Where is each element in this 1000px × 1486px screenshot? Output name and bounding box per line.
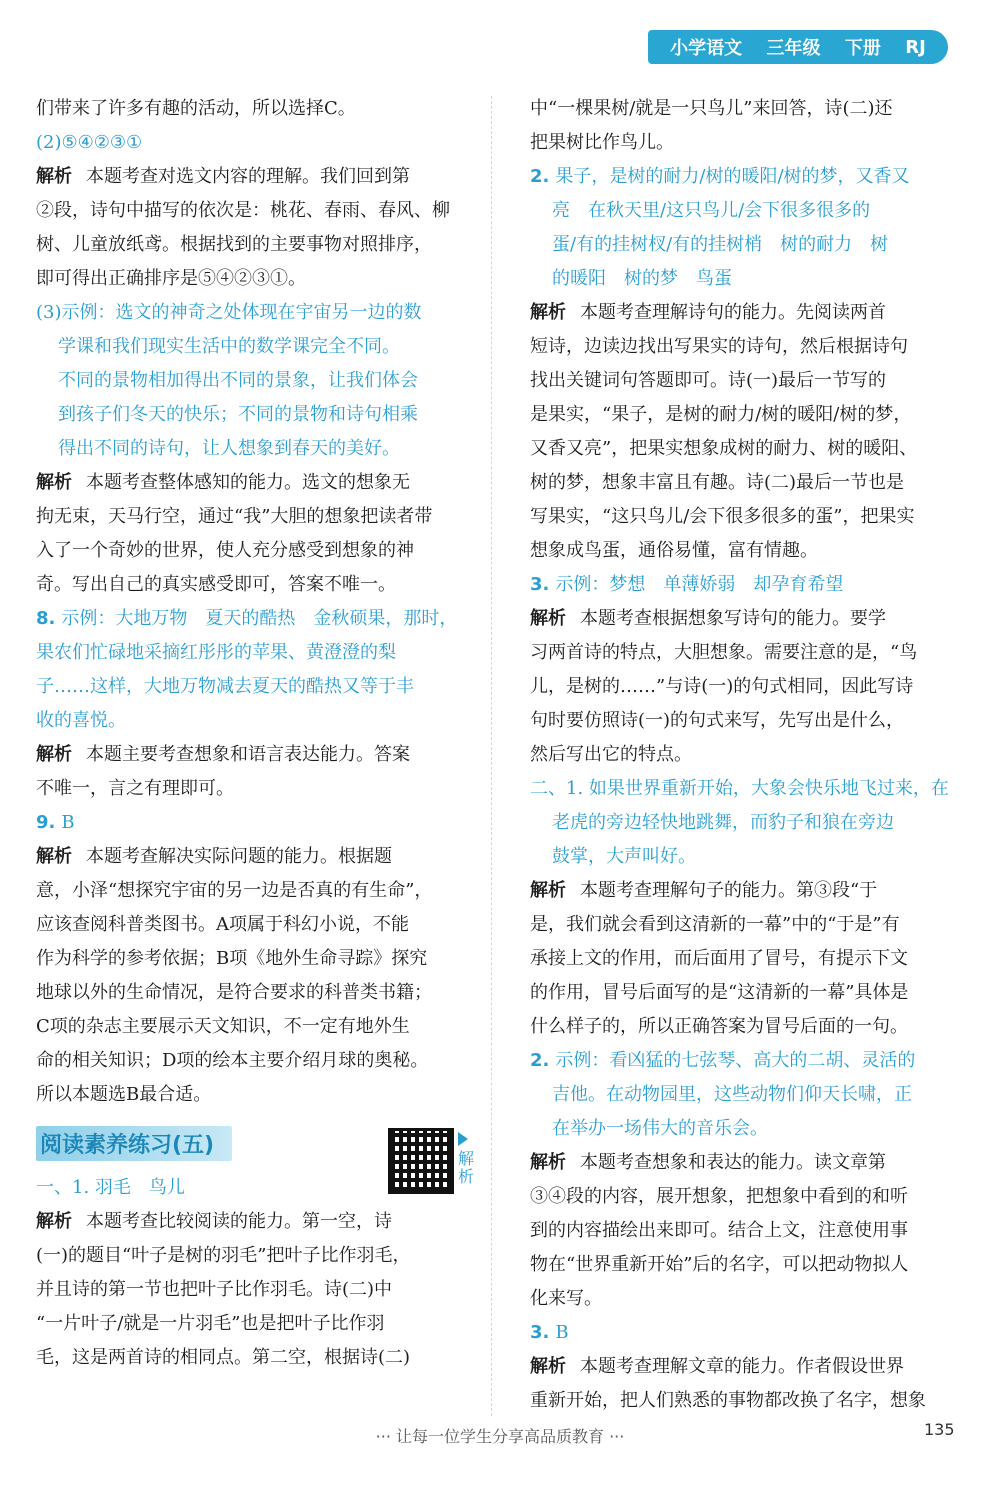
text-line — [530, 534, 962, 568]
line-text: 本题考查理解文章的能力。作者假设世界 — [580, 1356, 904, 1377]
analysis-line — [36, 466, 480, 500]
header-grade: 三年级 — [766, 38, 821, 59]
text-line — [36, 908, 480, 942]
line-text: 然后写出它的特点。 — [530, 744, 692, 765]
answer-line — [530, 160, 962, 194]
answer-line — [530, 806, 962, 840]
answer-line — [530, 840, 962, 874]
text-line — [530, 1214, 962, 1248]
answer-line — [530, 262, 962, 296]
line-text: 老虎的旁边轻快地跳舞，而豹子和狼在旁边 — [552, 812, 894, 833]
text-line — [36, 534, 480, 568]
line-text: 们带来了许多有趣的活动，所以选择C。 — [36, 98, 356, 119]
column-divider — [491, 96, 492, 1416]
text-line — [530, 1180, 962, 1214]
line-text: 本题考查比较阅读的能力。第一空，诗 — [86, 1211, 392, 1232]
answer-line — [530, 1112, 962, 1146]
line-text: 拘无束，天马行空，通过“我”大胆的想象把读者带 — [36, 506, 433, 527]
text-line — [530, 92, 962, 126]
text-line — [530, 364, 962, 398]
answer-line — [530, 194, 962, 228]
analysis-tag: 解析 — [36, 1211, 72, 1232]
text-line — [36, 942, 480, 976]
analysis-tag: 解析 — [530, 1356, 566, 1377]
text-line — [530, 330, 962, 364]
analysis-line — [530, 1146, 962, 1180]
line-text: 的作用，冒号后面写的是“这清新的一幕”具体是 — [530, 982, 909, 1003]
text-line — [530, 1248, 962, 1282]
text-line — [530, 704, 962, 738]
line-text: 不同的景物相加得出不同的景象，让我们体会 — [58, 370, 418, 391]
text-line — [530, 432, 962, 466]
question-number: 3. — [530, 1322, 550, 1343]
text-line — [530, 1282, 962, 1316]
line-text: 的暖阳 树的梦 鸟蛋 — [552, 268, 732, 289]
line-text: 子……这样，大地万物减去夏天的酷热又等于丰 — [36, 676, 414, 697]
question-number: 2. — [530, 1050, 550, 1071]
line-text: (2)⑤④②③① — [36, 132, 143, 153]
line-text: (一)的题目“叶子是树的羽毛”把叶子比作羽毛， — [36, 1245, 411, 1266]
line-text: C项的杂志主要展示天文知识，不一定有地外生 — [36, 1016, 410, 1037]
analysis-tag: 解析 — [36, 166, 72, 187]
answer-line — [36, 636, 480, 670]
line-text: 化来写。 — [530, 1288, 602, 1309]
text-line — [36, 1341, 480, 1375]
answer-line — [530, 1316, 962, 1350]
answer-line — [530, 1078, 962, 1112]
qr-label-text: 解析 — [458, 1149, 475, 1186]
line-text: 到的内容描绘出来即可。结合上文，注意使用事 — [530, 1220, 908, 1241]
line-text: 短诗，边读边找出写果实的诗句，然后根据诗句 — [530, 336, 908, 357]
question-number: 9. — [36, 812, 56, 833]
text-line — [530, 126, 962, 160]
line-text: 承接上文的作用，而后面用了冒号，有提示下文 — [530, 948, 908, 969]
question-number: 3. — [530, 574, 550, 595]
analysis-tag: 解析 — [36, 846, 72, 867]
line-text: 奇。写出自己的真实感受即可，答案不唯一。 — [36, 574, 396, 595]
line-text: 习两首诗的特点，大胆想象。需要注意的是，“鸟 — [530, 642, 918, 663]
qr-label[interactable] — [458, 1132, 476, 1186]
text-line — [36, 1010, 480, 1044]
line-text: 写果实，“这只鸟儿/会下很多很多的蛋”，把果实 — [530, 506, 915, 527]
line-text: “一片叶子/就是一片羽毛”也是把叶子比作羽 — [36, 1313, 385, 1334]
line-text: 入了一个奇妙的世界，使人充分感受到想象的神 — [36, 540, 414, 561]
text-line — [36, 1307, 480, 1341]
line-text: 是果实，“果子，是树的耐力/树的暖阳/树的梦， — [530, 404, 912, 425]
line-text: 意，小泽“想探究宇宙的另一边是否真的有生命”， — [36, 880, 433, 901]
analysis-tag: 解析 — [530, 1152, 566, 1173]
line-text: 一、1. 羽毛 鸟儿 — [36, 1177, 185, 1198]
text-line — [530, 908, 962, 942]
line-text: 命的相关知识；D项的绘本主要介绍月球的奥秘。 — [36, 1050, 429, 1071]
line-text: 想象成鸟蛋，通俗易懂，富有情趣。 — [530, 540, 818, 561]
line-text: B — [61, 812, 75, 833]
text-line — [530, 670, 962, 704]
line-text: 句时要仿照诗(一)的句式来写，先写出是什么， — [530, 710, 905, 731]
analysis-line — [36, 160, 480, 194]
text-line — [36, 1044, 480, 1078]
text-line — [530, 636, 962, 670]
answer-line — [36, 670, 480, 704]
header-edition: RJ — [905, 36, 926, 58]
line-text: 地球以外的生命情况，是符合要求的科普类书籍； — [36, 982, 432, 1003]
header-bar — [648, 30, 948, 64]
analysis-line — [36, 840, 480, 874]
text-line — [530, 942, 962, 976]
line-text: 本题考查根据想象写诗句的能力。要学 — [580, 608, 886, 629]
line-text: 到孩子们冬天的快乐；不同的景物和诗句相乘 — [58, 404, 418, 425]
line-text: 吉他。在动物园里，这些动物们仰天长啸，正 — [552, 1084, 912, 1105]
line-text: 本题考查整体感知的能力。选文的想象无 — [86, 472, 410, 493]
answer-line — [530, 568, 962, 602]
text-line — [36, 874, 480, 908]
answer-line — [36, 296, 480, 330]
line-text: 又香又亮”，把果实想象成树的耐力、树的暖阳、 — [530, 438, 918, 459]
question-number: 8. — [36, 608, 56, 629]
line-text: 所以本题选B最合适。 — [36, 1084, 212, 1105]
line-text: 重新开始，把人们熟悉的事物都改换了名字，想象 — [530, 1390, 926, 1411]
text-line — [36, 772, 480, 806]
line-text: 即可得出正确排序是⑤④②③①。 — [36, 268, 306, 289]
line-text: 找出关键词句答题即可。诗(一)最后一节写的 — [530, 370, 887, 391]
line-text: 本题主要考查想象和语言表达能力。答案 — [86, 744, 410, 765]
text-line — [530, 1010, 962, 1044]
answer-line — [36, 806, 480, 840]
analysis-tag: 解析 — [36, 472, 72, 493]
text-line — [530, 398, 962, 432]
line-text: 学课和我们现实生活中的数学课完全不同。 — [58, 336, 400, 357]
line-text: 本题考查理解诗句的能力。先阅读两首 — [580, 302, 886, 323]
text-line — [530, 976, 962, 1010]
line-text: 什么样子的，所以正确答案为冒号后面的一句。 — [530, 1016, 908, 1037]
answer-line — [530, 1044, 962, 1078]
qr-code-icon[interactable] — [388, 1128, 454, 1194]
line-text: 蛋/有的挂树杈/有的挂树梢 树的耐力 树 — [552, 234, 889, 255]
line-text: 中“一棵果树/就是一只鸟儿”来回答，诗(二)还 — [530, 98, 893, 119]
analysis-tag: 解析 — [530, 608, 566, 629]
line-text: 并且诗的第一节也把叶子比作羽毛。诗(二)中 — [36, 1279, 393, 1300]
analysis-line — [36, 738, 480, 772]
line-text: ②段，诗句中描写的依次是：桃花、春雨、春风、柳 — [36, 200, 450, 221]
line-text: (3)示例：选文的神奇之处体现在宇宙另一边的数 — [36, 302, 422, 323]
analysis-line — [530, 602, 962, 636]
line-text: 毛，这是两首诗的相同点。第二空，根据诗(二) — [36, 1347, 411, 1368]
line-text: 本题考查解决实际问题的能力。根据题 — [86, 846, 392, 867]
answer-line — [36, 364, 480, 398]
play-icon — [458, 1132, 468, 1146]
header-volume: 下册 — [844, 38, 881, 59]
answer-line — [36, 398, 480, 432]
line-text: 本题考查想象和表达的能力。读文章第 — [580, 1152, 886, 1173]
line-text: 不唯一，言之有理即可。 — [36, 778, 234, 799]
line-text: B — [555, 1322, 569, 1343]
answer-line — [530, 772, 962, 806]
analysis-line — [530, 1350, 962, 1384]
analysis-tag: 解析 — [36, 744, 72, 765]
line-text: 是，我们就会看到这清新的一幕”中的“于是”有 — [530, 914, 900, 935]
line-text: 儿，是树的……”与诗(一)的句式相同，因此写诗 — [530, 676, 914, 697]
line-text: 本题考查理解句子的能力。第③段“于 — [580, 880, 878, 901]
text-line — [36, 500, 480, 534]
answer-line — [530, 228, 962, 262]
line-text: 二、1. 如果世界重新开始，大象会快乐地飞过来，在 — [530, 778, 949, 799]
answer-line — [36, 126, 480, 160]
text-line — [530, 466, 962, 500]
line-text: ③④段的内容，展开想象，把想象中看到的和听 — [530, 1186, 908, 1207]
line-text: 鼓掌，大声叫好。 — [552, 846, 696, 867]
text-line — [36, 262, 480, 296]
analysis-tag: 解析 — [530, 302, 566, 323]
line-text: 收的喜悦。 — [36, 710, 126, 731]
line-text: 物在“世界重新开始”后的名字，可以把动物拟人 — [530, 1254, 909, 1275]
line-text: 树的梦，想象丰富且有趣。诗(二)最后一节也是 — [530, 472, 905, 493]
analysis-line — [530, 296, 962, 330]
line-text: 得出不同的诗句，让人想象到春天的美好。 — [58, 438, 400, 459]
section-title: 阅读素养练习(五) — [36, 1126, 232, 1161]
text-line — [530, 1384, 962, 1418]
line-text: 亮 在秋天里/这只鸟儿/会下很多很多的 — [552, 200, 871, 221]
text-line — [36, 568, 480, 602]
analysis-line — [36, 1205, 480, 1239]
line-text: 作为科学的参考依据；B项《地外生命寻踪》探究 — [36, 948, 428, 969]
answer-line — [36, 432, 480, 466]
right-column — [530, 92, 962, 1418]
text-line — [36, 1078, 480, 1112]
answer-line — [36, 602, 480, 636]
line-text: 树、儿童放纸鸢。根据找到的主要事物对照排序， — [36, 234, 432, 255]
footer-slogan: ··· 让每一位学生分享高品质教育 ··· — [375, 1427, 625, 1446]
line-text: 示例：大地万物 夏天的酷热 金秋硕果，那时， — [61, 608, 458, 629]
header-subject: 小学语文 — [670, 38, 743, 59]
text-line — [36, 976, 480, 1010]
question-number: 2. — [530, 166, 550, 187]
analysis-tag: 解析 — [530, 880, 566, 901]
line-text: 示例：看凶猛的七弦琴、高大的二胡、灵活的 — [555, 1050, 916, 1071]
text-line — [36, 1239, 480, 1273]
answer-line — [36, 330, 480, 364]
text-line — [36, 92, 480, 126]
line-text: 应该查阅科普类图书。A项属于科幻小说，不能 — [36, 914, 409, 935]
line-text: 本题考查对选文内容的理解。我们回到第 — [86, 166, 410, 187]
analysis-line — [530, 874, 962, 908]
text-line — [530, 738, 962, 772]
page-number: 135 — [924, 1420, 955, 1439]
line-text: 示例：梦想 单薄娇弱 却孕育希望 — [555, 574, 844, 595]
answer-line — [36, 704, 480, 738]
text-line — [36, 228, 480, 262]
text-line — [530, 500, 962, 534]
line-text: 果子，是树的耐力/树的暖阳/树的梦，又香又 — [555, 166, 910, 187]
text-line — [36, 194, 480, 228]
line-text: 果农们忙碌地采摘红彤彤的苹果、黄澄澄的梨 — [36, 642, 396, 663]
text-line — [36, 1273, 480, 1307]
line-text: 把果树比作鸟儿。 — [530, 132, 674, 153]
line-text: 在举办一场伟大的音乐会。 — [552, 1118, 768, 1139]
